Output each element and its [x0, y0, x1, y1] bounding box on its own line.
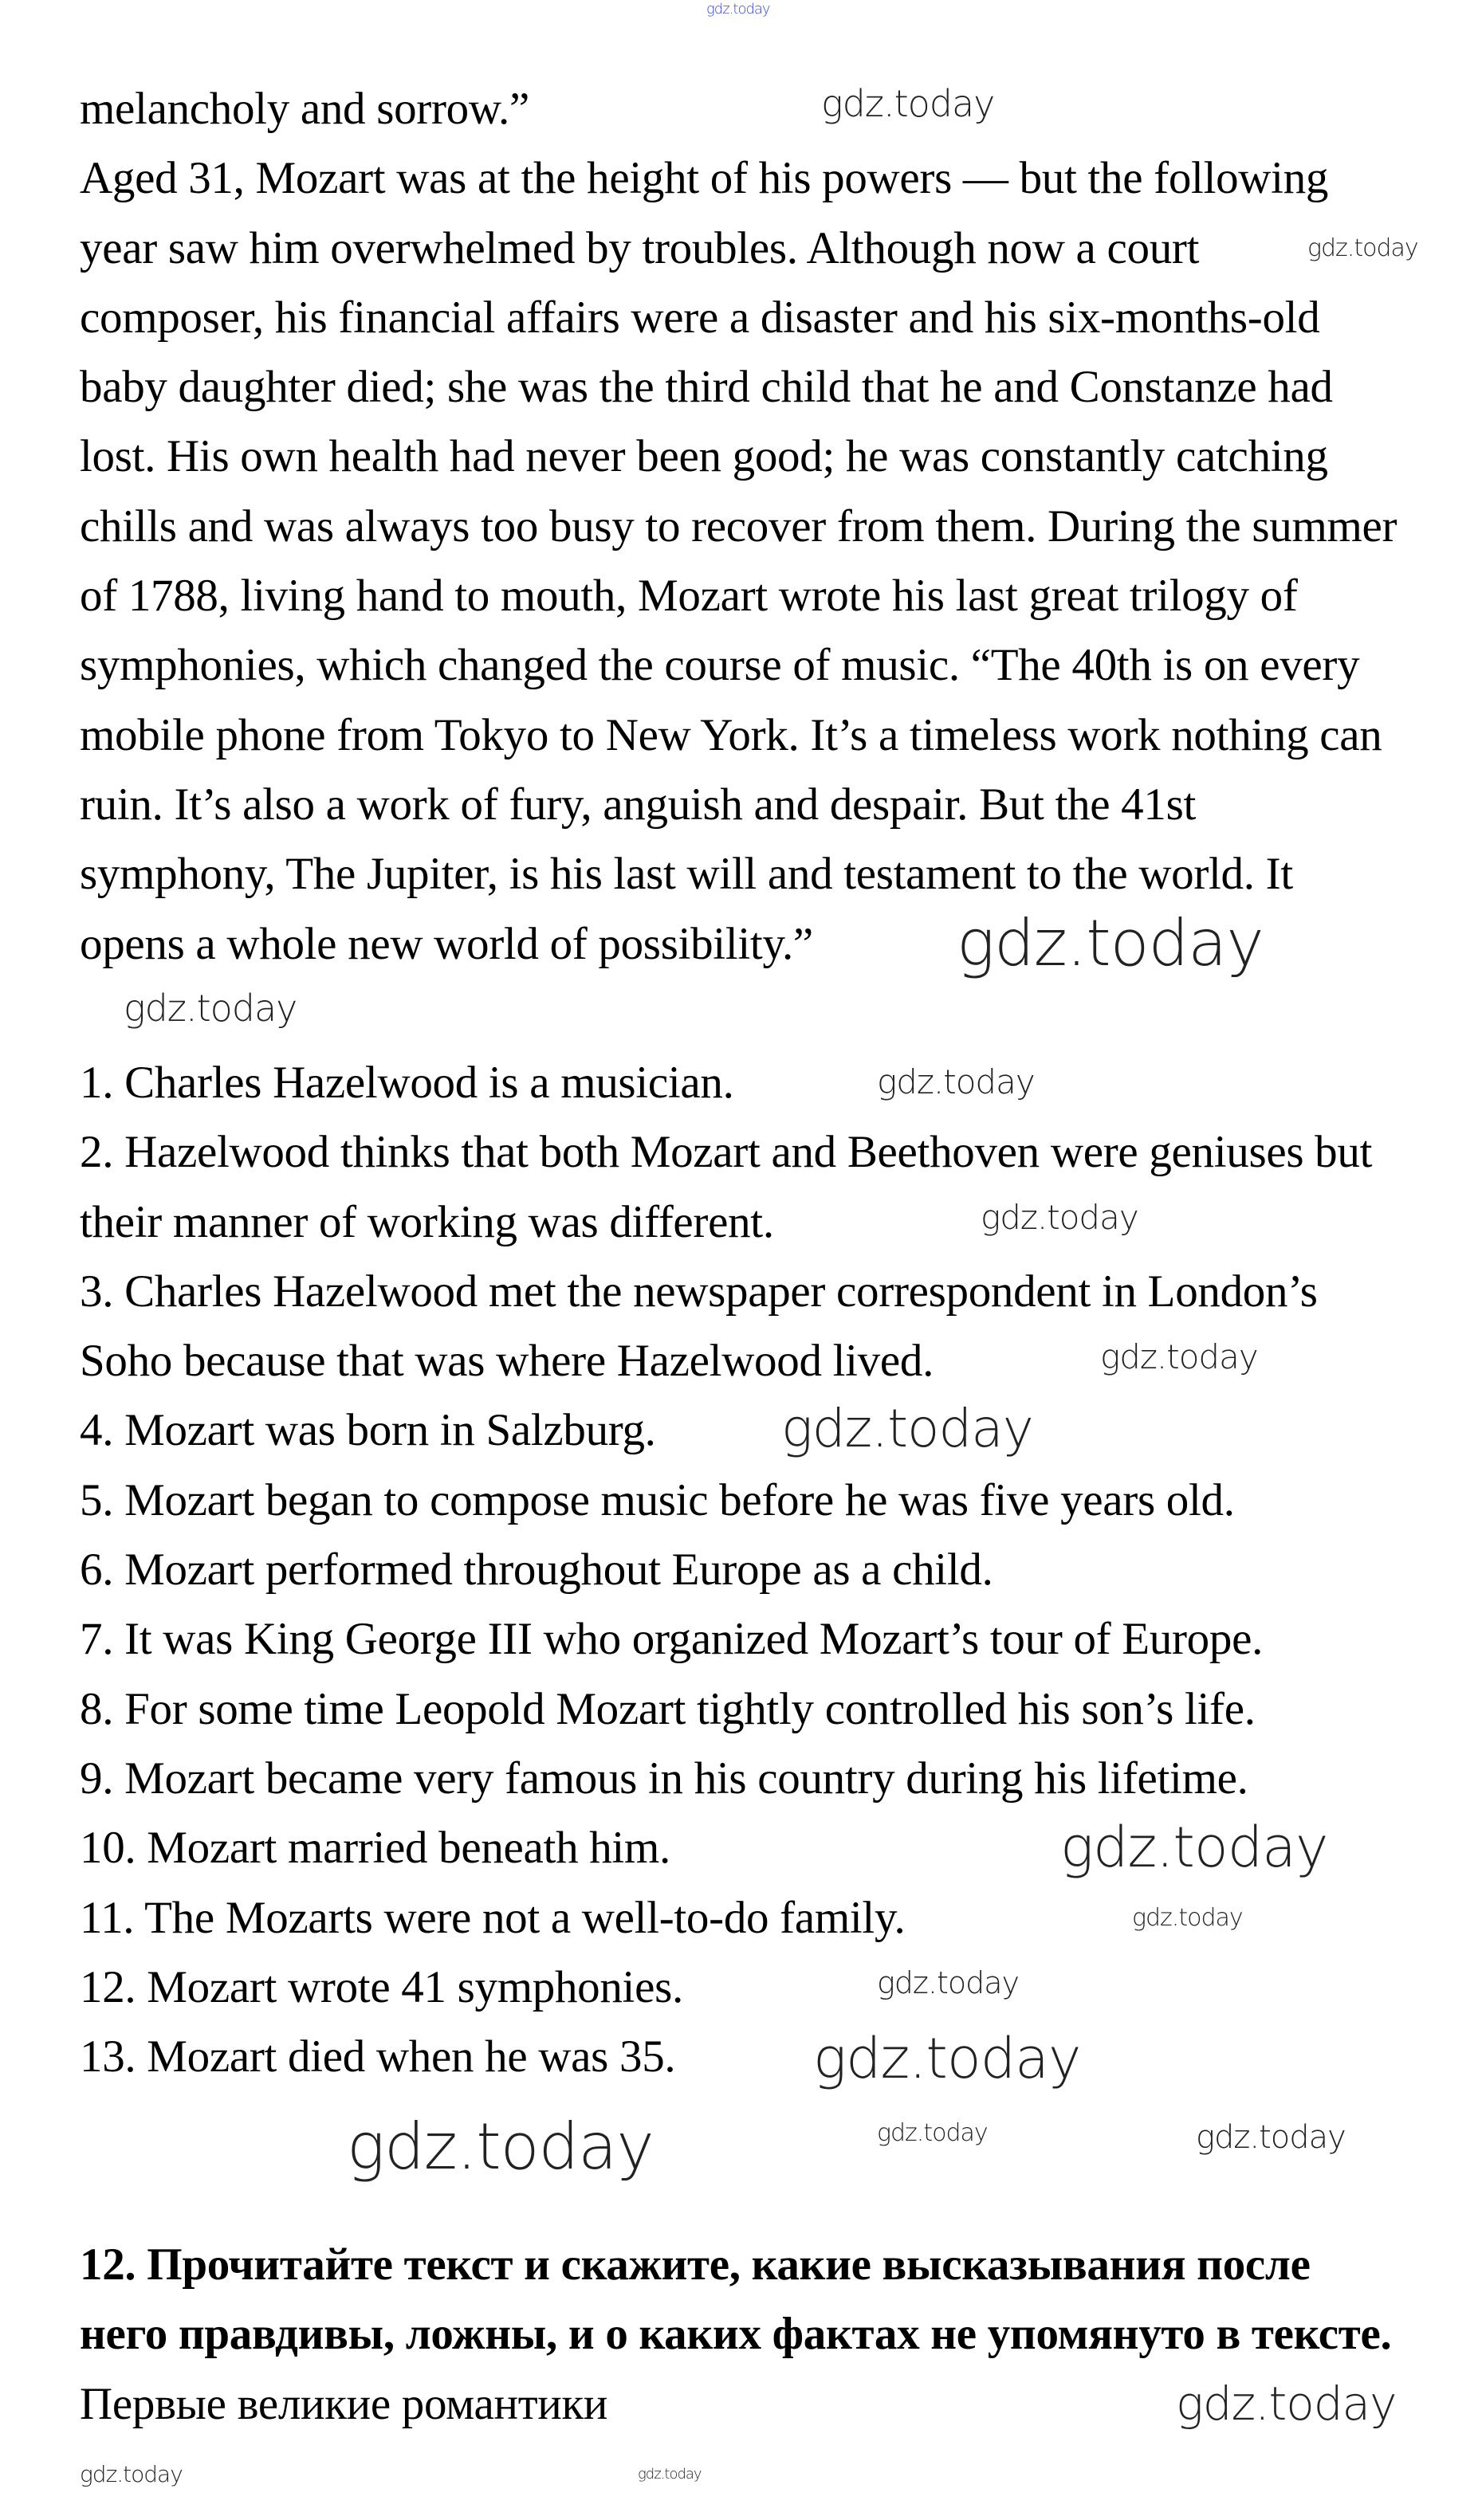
text-line: ruin. It’s also a work of fury, anguish and despair. But the 41st [80, 779, 1196, 830]
watermark: gdz.today [1196, 2119, 1346, 2156]
watermark: gdz.today [877, 1062, 1035, 1101]
watermark: gdz.today [347, 2110, 654, 2184]
text-line: year saw him overwhelmed by troubles. Although now a court [80, 222, 1200, 273]
list-item: 8. For some time Leopold Mozart tightly controlled his son’s life. [80, 1683, 1256, 1734]
watermark: gdz.today [781, 1398, 1033, 1459]
watermark: gdz.today [80, 2461, 183, 2487]
watermark: gdz.today [877, 1965, 1019, 2000]
list-item: 7. It was King George III who organized Mozart’s tour of Europe. [80, 1614, 1264, 1665]
text-line: Aged 31, Mozart was at the height of his powers — but the following [80, 153, 1329, 204]
watermark: gdz.today [124, 987, 297, 1030]
text-line: symphony, The Jupiter, is his last will and testament to the world. It [80, 849, 1293, 900]
watermark: gdz.today [706, 1, 770, 18]
list-item: 10. Mozart married beneath him. [80, 1823, 670, 1874]
text-line: baby daughter died; she was the third child that he and Constanze had [80, 362, 1333, 413]
text-line: opens a whole new world of possibility.” [80, 918, 813, 969]
statements-list [80, 1048, 1467, 2091]
list-item: 4. Mozart was born in Salzburg. [80, 1405, 656, 1456]
text-line: lost. His own health had never been good; he was constantly catching [80, 431, 1328, 482]
list-item: their manner of working was different. [80, 1196, 774, 1247]
text-line: of 1788, living hand to mouth, Mozart wrote his last great trilogy of [80, 571, 1298, 622]
watermark: gdz.today [1176, 2377, 1397, 2431]
list-item: 1. Charles Hazelwood is a musician. [80, 1058, 734, 1108]
watermark: gdz.today [957, 906, 1264, 980]
list-item: 6. Mozart performed throughout Europe as a child. [80, 1545, 993, 1596]
list-item: Soho because that was where Hazelwood lived. [80, 1336, 934, 1387]
task-heading: него правдивы, ложны, и о каких фактах не упомянуто в тексте. [80, 2309, 1392, 2360]
watermark: gdz.today [813, 2026, 1081, 2091]
text-line: melancholy and sorrow.” [80, 84, 529, 134]
list-item: 13. Mozart died when he was 35. [80, 2031, 676, 2082]
watermark: gdz.today [821, 82, 995, 125]
text-line: composer, his financial affairs were a disaster and his six-months-old [80, 292, 1320, 343]
paragraph [80, 74, 1467, 979]
list-item: 5. Mozart began to compose music before he was five years old. [80, 1474, 1235, 1525]
watermark: gdz.today [1100, 1337, 1258, 1376]
list-item: 9. Mozart became very famous in his country during his lifetime. [80, 1753, 1248, 1804]
list-item: 12. Mozart wrote 41 symphonies. [80, 1961, 683, 2012]
watermark: gdz.today [638, 2466, 702, 2483]
list-item: 3. Charles Hazelwood met the newspaper correspondent in London’s [80, 1266, 1318, 1317]
text-line: symphonies, which changed the course of music. “The 40th is on every [80, 640, 1360, 691]
task-heading: 12. Прочитайте текст и скажите, какие высказывания после [80, 2239, 1311, 2290]
watermark: gdz.today [1307, 234, 1418, 262]
list-item: 11. The Mozarts were not a well-to-do family. [80, 1892, 906, 1943]
text-line: chills and was always too busy to recover from them. During the summer [80, 500, 1397, 551]
watermark: gdz.today [1132, 1904, 1243, 1932]
watermark: gdz.today [981, 1198, 1138, 1237]
text-title: Первые великие романтики [80, 2378, 608, 2429]
list-item: 2. Hazelwood thinks that both Mozart and Beethoven were geniuses but [80, 1127, 1373, 1178]
watermark: gdz.today [877, 2119, 988, 2147]
text-line: mobile phone from Tokyo to New York. It’s a timeless work nothing can [80, 709, 1382, 760]
watermark: gdz.today [1060, 1815, 1328, 1880]
